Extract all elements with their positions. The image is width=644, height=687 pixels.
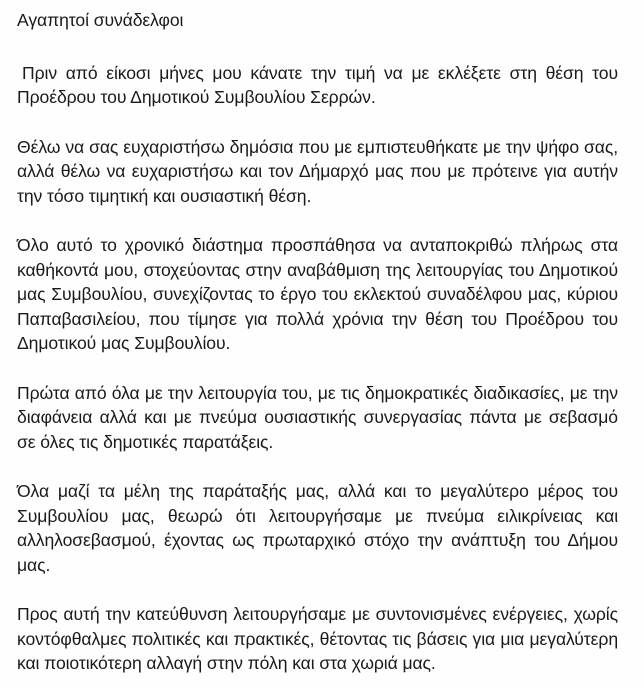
greeting-heading: Αγαπητοί συνάδελφοι: [17, 10, 184, 30]
paragraph-cooperation: Όλα μαζί τα μέλη της παράταξής μας, αλλά και το μεγαλύτερο μέρος του Συμβουλίου μας, θεωρώ ότι λειτουργήσαμε με πνεύμα ειλικρίνειας και αλληλοσεβασμού, έχοντας ως πρωταρχικό στόχο την ανάπτυξη του Δήμου μας.: [17, 481, 618, 575]
paragraph-duties: Όλο αυτό το χρονικό διάστημα προσπάθησα να ανταποκριθώ πλήρως στα καθήκοντά μου, στοχεύοντας στην αναβάθμιση της λειτουργίας του Δημοτικού μας Συμβουλίου, συνεχίζοντας το έργο του εκλεκτού συναδέλφου μας, κύριου Παπαβασιλείου, που τίμησε για πολλά χρόνια την θέση του Προέδρου του Δημοτικού μας Συμβουλίου.: [17, 235, 618, 353]
paragraph-democratic-process: Πρώτα από όλα με την λειτουργία του, με τις δημοκρατικές διαδικασίες, με την διαφάνεια αλλά και με πνεύμα ουσιαστικής συνεργασίας πάντα με σεβασμό σε όλες τις δημοτικές παρατάξεις.: [17, 382, 618, 452]
paragraph-election-thanks: Πριν από είκοσι μήνες μου κάνατε την τιμή να με εκλέξετε στη θέση του Προέδρου του Δημοτικού Συμβουλίου Σερρών.: [17, 62, 618, 107]
paragraph-direction: Προς αυτή την κατεύθυνση λειτουργήσαμε με συντονισμένες ενέργειες, χωρίς κοντόφθαλμες πολιτικές και πρακτικές, θέτοντας τις βάσεις για μια μεγαλύτερη και ποιοτικότερη αλλαγή στην πόλη και στα χωριά μας.: [17, 604, 618, 673]
paragraph-gratitude: Θέλω να σας ευχαριστήσω δημόσια που με εμπιστευθήκατε με την ψήφο σας, αλλά θέλω να ευχαριστήσω και τον Δήμαρχό μας που με πρότεινε για αυτήν την τόσο τιμητική και ουσιαστική θέση.: [17, 136, 618, 206]
